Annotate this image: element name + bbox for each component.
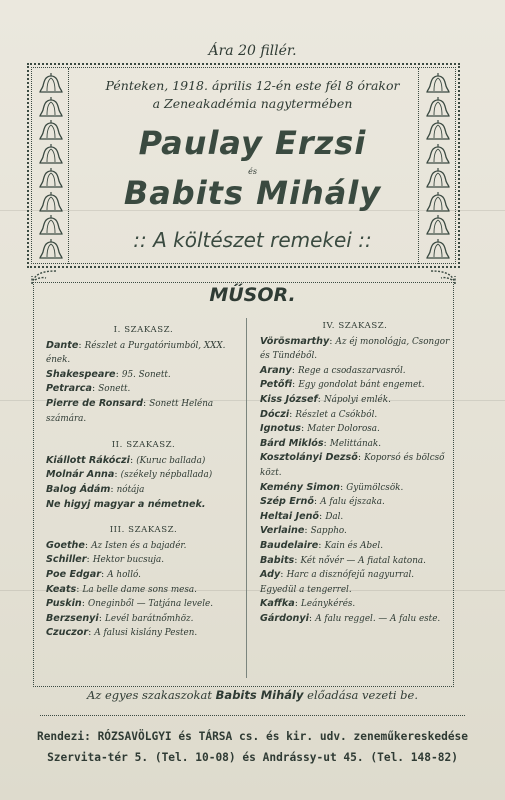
entry-author: Gárdonyi [260,612,309,624]
entry-author: Berzsenyi [46,612,99,624]
entry-separator: : [357,452,365,464]
entry-work: (székely népballada) [120,470,213,481]
entry-author: Verlaine [260,525,305,537]
entry-separator: : [329,335,336,347]
program-entry [46,539,241,554]
entry-work: nótája [116,484,145,495]
program-entry [46,483,241,498]
program-entry [260,495,450,510]
program-entry [46,568,241,583]
entry-work: Koporsó és bölcső közt. [260,453,445,478]
program-note [0,688,505,702]
entry-separator: : [291,364,299,376]
entry-work: Levél barátnőmhöz. [105,613,194,624]
performer-name-1: Paulay Erzsi [138,124,367,162]
entry-work: Két nővér — A fiatal katona. [300,555,426,566]
program-column-left [46,320,241,641]
entry-author: Keats [46,583,77,595]
program-note-name: Babits Mihály [215,688,304,702]
entry-author: Babits [260,554,295,566]
program-entry [46,583,241,598]
column-divider [246,318,247,678]
program-entry [260,554,450,569]
entry-separator: : [100,568,108,580]
entry-work: Az Isten és a bajadér. [91,540,187,551]
program-entry [46,454,241,469]
program-entry [260,335,450,364]
program-entry [46,382,241,397]
address-line: Szervita-tér 5. (Tel. 10-08) és Andrássy-ut 45. (Tel. 148-82) [47,751,458,764]
program-column-right [260,316,450,626]
program-entry [46,553,241,568]
entry-work: Nápolyi emlék. [323,394,391,405]
section-gap [46,511,241,520]
program-entry [260,524,450,539]
entry-author: Petőfi [260,379,293,391]
entry-work: Gyümölcsök. [346,482,404,493]
program-entry [260,364,450,379]
entry-author: Bárd Miklós [260,437,324,449]
entry-separator: : [317,393,324,405]
program-entry [260,437,450,452]
program-entry [260,539,450,554]
program-entry [46,468,241,483]
program-entry [260,612,450,627]
entry-separator: : [294,554,301,566]
program-entry [260,597,450,612]
entry-author: Ignotus [260,423,301,435]
entry-author: Dante [46,339,79,351]
entry-author: Puskin [46,598,82,610]
conjunction-text: és [248,167,257,176]
entry-work: A falu éjszaka. [320,497,385,508]
entry-author: Szép Ernő [260,496,314,508]
entry-separator: : [289,408,296,420]
entry-work: Dal. [325,511,344,522]
entry-separator: : [129,454,137,466]
program-note-prefix: Az egyes szakaszokat [86,688,213,702]
entry-author: Vörösmarthy [260,335,330,347]
entry-work: Harc a disznófejű nagyurral. Egyedül a tengerrel. [260,570,415,595]
entry-separator: : [292,379,299,391]
program-entry [46,498,241,512]
entry-separator: : [86,554,93,566]
entry-separator: : [323,437,330,449]
program-entry [46,597,241,612]
entry-work: A falu reggel. — A falu este. [315,613,441,624]
entry-work: Rege a csodaszarvasról. [298,365,406,376]
program-entry [260,408,450,423]
entry-work: Leánykérés. [301,599,356,610]
entry-separator: : [88,627,95,639]
entry-separator: : [142,397,150,409]
entry-work: A falusi kislány Pesten. [94,628,198,639]
event-date-line: Pénteken, 1918. április 12-én este fél 8 órakor [105,78,400,93]
entry-separator: : [300,423,308,435]
entry-work: Hektor bucsuja. [92,555,165,566]
entry-separator: : [91,383,99,395]
entry-work: 95. Sonett. [121,369,171,380]
entry-work: Oneginből — Tatjána levele. [88,599,214,610]
event-subtitle: :: A költészet remekei :: [133,228,372,252]
entry-work: Részlet a Purgatóriumból, XXX. ének. [46,340,226,366]
entry-separator: : [115,368,122,380]
section-heading: I. SZAKASZ. [113,325,174,335]
entry-separator: : [110,483,117,495]
program-entry [46,339,241,368]
entry-author: Molnár Anna [46,469,115,481]
entry-separator: : [76,583,83,595]
entry-author: Dóczi [260,408,290,420]
section-gap [46,426,241,435]
entry-separator: : [339,481,347,493]
entry-author: Goethe [46,539,85,551]
program-entry [260,510,450,525]
program-entry [260,378,450,393]
entry-work: Kain és Abel. [324,540,383,551]
entry-work: (Kuruc ballada) [136,455,206,466]
entry-separator: : [304,525,311,537]
entry-author: Arany [260,364,292,376]
program-entry [46,368,241,383]
entry-work: Az éj monológja, Csongor és Tündéből. [260,336,450,362]
entry-author: Poe Edgar [46,568,101,580]
entry-separator: : [98,612,106,624]
organizer-line: Rendezi: RÓZSAVÖLGYI és TÁRSA cs. és kir. udv. zeneműkereskedése [36,730,469,743]
entry-separator: : [114,469,121,481]
entry-work: La belle dame sons mesa. [82,584,197,595]
entry-author: Kaffka [260,598,295,610]
entry-work: Részlet a Csókból. [295,409,378,420]
entry-author: Kiss József [260,393,318,405]
entry-work: Mater Dolorosa. [307,424,380,435]
program-entry [260,422,450,437]
program-entry [46,397,241,426]
program-heading: MŰSOR. [209,284,296,306]
footer-divider [40,715,465,716]
section-heading: IV. SZAKASZ. [322,321,388,331]
entry-work: A holló. [107,569,141,580]
entry-author: Baudelaire [260,539,319,551]
performer-name-2: Babits Mihály [123,174,382,212]
price-label: Ára 20 fillér. [208,43,297,59]
program-entry [260,451,450,480]
event-venue-line: a Zeneakadémia nagytermében [152,96,353,111]
entry-work: Sappho. [310,526,347,537]
entry-separator: : [280,569,287,581]
entry-author: Czuczor [46,627,89,639]
entry-author: Balog Ádám [46,483,111,495]
program-entry [46,626,241,641]
entry-author: Kosztolányi Dezső [260,452,358,464]
entry-author: Ady [260,569,281,581]
entry-work: Sonett. [98,384,131,395]
entry-separator: : [308,612,316,624]
entry-work: Sonett Heléna számára. [46,398,214,424]
program-entry [260,481,450,496]
entry-separator: : [81,598,89,610]
entry-author: Kemény Simon [260,481,340,493]
entry-separator: : [319,510,326,522]
entry-separator: : [318,539,325,551]
entry-separator: : [294,598,302,610]
program-entry [46,612,241,627]
entry-author: Heltai Jenő [260,510,320,522]
entry-author: Schiller [46,554,87,566]
entry-author: Ne higyj magyar a németnek. [46,498,206,510]
entry-author: Petrarca [46,383,92,395]
entry-separator: : [78,339,85,351]
section-heading: II. SZAKASZ. [111,440,176,451]
section-heading: III. SZAKASZ. [109,525,178,536]
program-entry [260,568,450,597]
entry-author: Pierre de Ronsard [46,397,143,409]
entry-separator: : [313,496,321,508]
program-note-suffix: előadása vezeti be. [307,688,418,702]
entry-author: Shakespeare [46,368,116,380]
entry-work: Melittának. [329,438,382,449]
entry-work: Egy gondolat bánt engemet. [298,380,425,391]
entry-separator: : [84,539,92,551]
program-entry [260,393,450,408]
entry-author: Kiállott Rákóczi [46,454,130,466]
